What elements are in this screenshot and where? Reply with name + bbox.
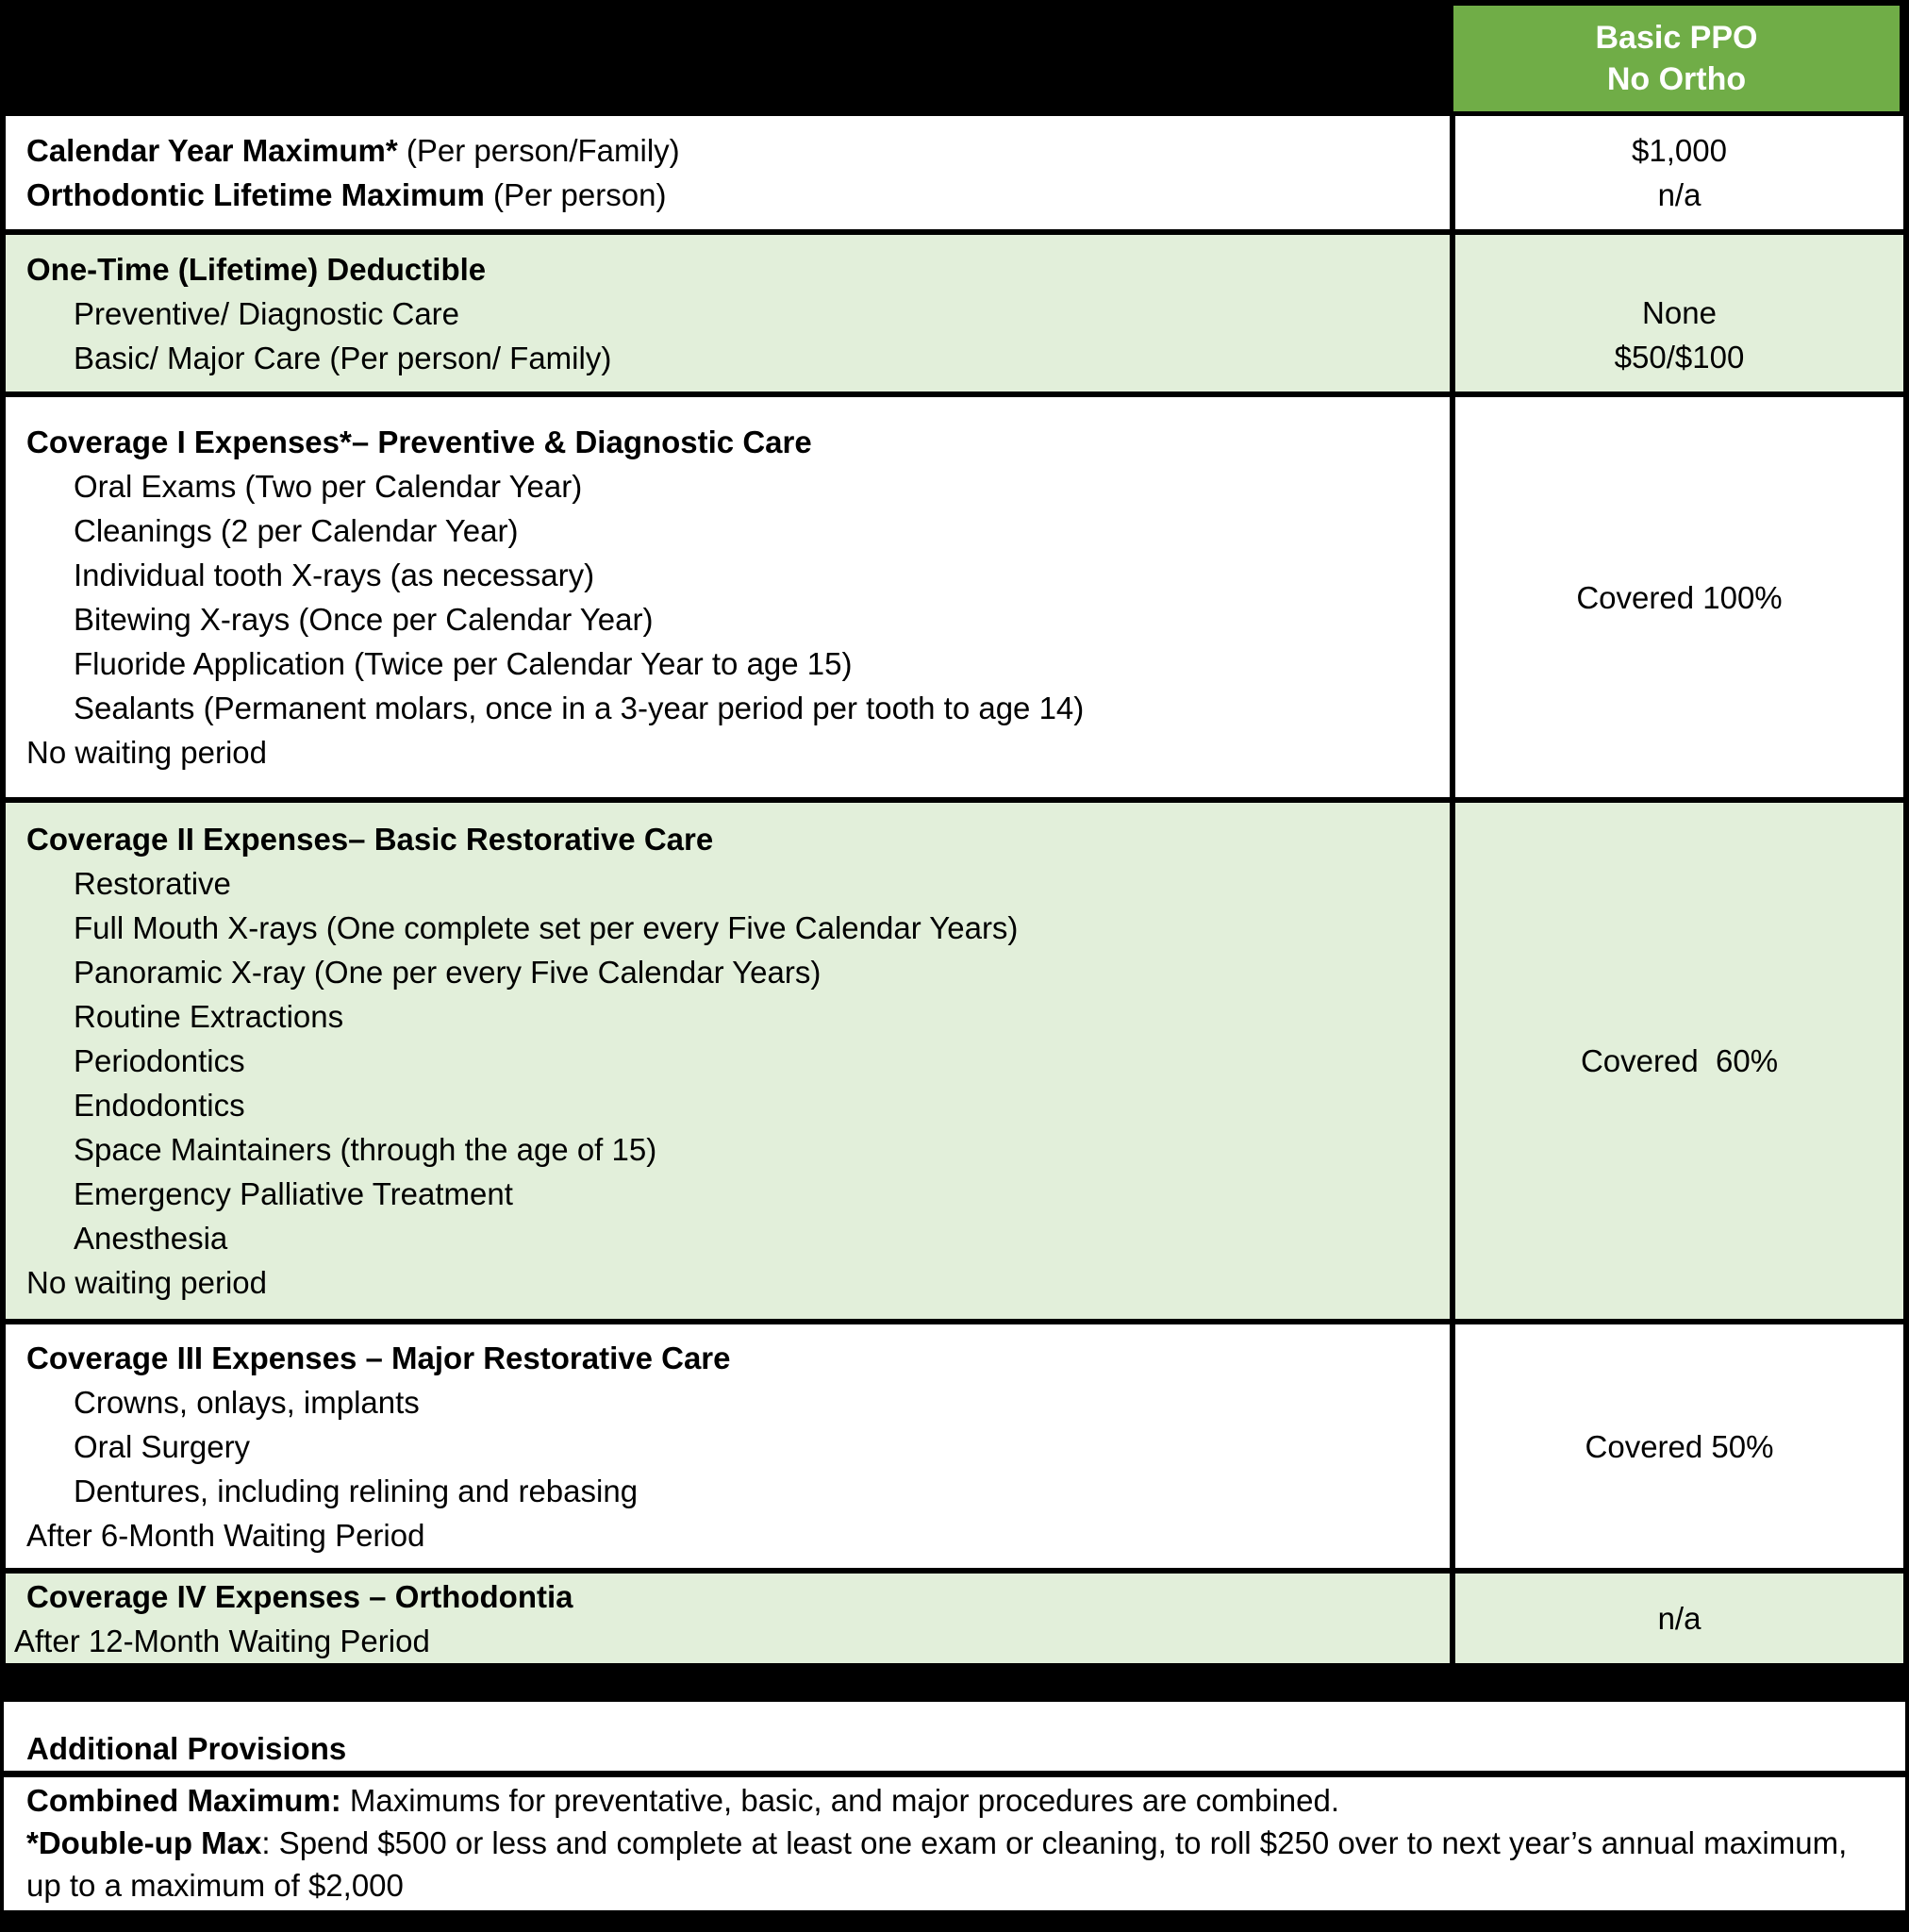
provision-text: : Spend $500 or less and complete at least one exam or cleaning, to roll $250 over to next year’s annual maximum, up to a maximum of $2,000 [26, 1825, 1848, 1903]
benefit-value: Covered 100% [1576, 579, 1783, 615]
benefit-line-text: Anesthesia [74, 1221, 228, 1256]
benefit-line-text: After 12-Month Waiting Period [14, 1623, 430, 1658]
benefit-line [6, 1424, 1450, 1469]
benefit-value-cell [1450, 397, 1909, 797]
benefit-value-cell [1450, 1574, 1909, 1663]
benefit-line [6, 1260, 1450, 1305]
benefit-line-bold: Coverage III Expenses – Major Restorative Care [26, 1340, 731, 1375]
separator-band [0, 1663, 1909, 1698]
benefit-description-cell [0, 1324, 1450, 1568]
benefit-line [6, 464, 1450, 508]
benefit-line-text: Oral Surgery [74, 1428, 251, 1464]
benefit-line-text: Bitewing X-rays (Once per Calendar Year) [74, 602, 654, 637]
benefit-line-text: Endodontics [74, 1088, 245, 1123]
table-row-coverage-4 [0, 1568, 1909, 1663]
benefit-line-bold: Orthodontic Lifetime Maximum [26, 177, 485, 212]
benefit-line-bold: Calendar Year Maximum* [26, 133, 398, 168]
benefit-value: n/a [1657, 1601, 1702, 1636]
benefit-value: None [1642, 295, 1717, 330]
benefit-line-text: (Per person) [484, 177, 667, 212]
benefit-line-text: Full Mouth X-rays (One complete set per every Five Calendar Years) [74, 910, 1019, 945]
benefit-line-text: No waiting period [26, 735, 267, 770]
benefit-line [6, 553, 1450, 597]
table-row-coverage-2 [0, 797, 1909, 1319]
benefit-line [6, 508, 1450, 553]
benefit-line [6, 994, 1450, 1039]
table-header-band [0, 0, 1909, 116]
benefit-description-cell [0, 235, 1450, 391]
benefit-line [6, 1039, 1450, 1083]
additional-provisions-title: Additional Provisions [4, 1702, 1905, 1777]
benefit-line [6, 861, 1450, 906]
benefit-line-text: Routine Extractions [74, 999, 344, 1034]
plan-name-line2: No Ortho [1606, 61, 1747, 97]
benefit-line-text: Crowns, onlays, implants [74, 1384, 420, 1420]
benefit-line [6, 1216, 1450, 1260]
benefit-line [6, 247, 1450, 291]
benefit-line-text: Dentures, including relining and rebasing [74, 1473, 639, 1508]
benefit-value: $1,000 [1632, 133, 1727, 168]
benefit-line-bold: One-Time (Lifetime) Deductible [26, 251, 487, 287]
benefit-line-text: Space Maintainers (through the age of 15) [74, 1132, 657, 1167]
benefit-line [6, 730, 1450, 774]
benefit-line [6, 336, 1450, 380]
benefits-table [0, 116, 1909, 1663]
benefit-line [6, 1469, 1450, 1513]
benefit-line [6, 950, 1450, 994]
benefit-line [6, 1127, 1450, 1172]
benefit-line [6, 128, 1450, 173]
benefit-line [6, 906, 1450, 950]
benefit-line-text: Oral Exams (Two per Calendar Year) [74, 469, 583, 504]
provision-item [26, 1822, 1886, 1907]
benefit-value: Covered 60% [1580, 1043, 1779, 1078]
benefit-line-bold: Coverage I Expenses*– Preventive & Diagnostic Care [26, 425, 812, 459]
benefit-line-text: (Per person/Family) [397, 133, 680, 168]
benefit-line-text: Preventive/ Diagnostic Care [74, 295, 460, 331]
benefit-value: $50/$100 [1614, 340, 1745, 375]
provisions-list [4, 1777, 1905, 1907]
bottom-black-bar [0, 1910, 1909, 1932]
plan-header-cell [1453, 6, 1900, 111]
benefit-line-text: Individual tooth X-rays (as necessary) [74, 558, 595, 592]
benefit-value-cell [1450, 803, 1909, 1319]
benefit-line-text: Emergency Palliative Treatment [74, 1176, 513, 1211]
benefit-value-cell [1450, 235, 1909, 391]
benefit-line [6, 817, 1450, 861]
benefit-line [6, 1083, 1450, 1127]
benefit-value-cell [1450, 1324, 1909, 1568]
additional-provisions-box [0, 1698, 1909, 1910]
benefit-line [6, 1574, 1450, 1619]
benefit-line [6, 291, 1450, 336]
benefit-line [6, 1336, 1450, 1380]
benefit-line [6, 1513, 1450, 1557]
table-row-coverage-3 [0, 1319, 1909, 1568]
benefit-line-bold: Coverage II Expenses– Basic Restorative Care [26, 822, 714, 857]
benefit-line-text: Cleanings (2 per Calendar Year) [74, 513, 519, 548]
plan-name-line1: Basic PPO [1595, 20, 1758, 56]
benefit-line [6, 1172, 1450, 1216]
table-row-deductible [0, 229, 1909, 391]
benefit-line-bold: Coverage IV Expenses – Orthodontia [26, 1578, 573, 1614]
provision-item [26, 1779, 1886, 1822]
benefit-line [6, 173, 1450, 217]
provision-label: *Double-up Max [26, 1825, 262, 1860]
table-row-maximums [0, 116, 1909, 229]
benefit-value: Covered 50% [1585, 1428, 1774, 1464]
benefit-line [6, 597, 1450, 641]
benefit-description-cell [0, 116, 1450, 229]
benefit-line [6, 641, 1450, 686]
benefit-line [6, 1380, 1450, 1424]
benefit-line [6, 1619, 1450, 1663]
benefit-line-text: Periodontics [74, 1043, 245, 1078]
provision-text: Maximums for preventative, basic, and major procedures are combined. [340, 1783, 1340, 1818]
benefit-line-text: Restorative [74, 866, 231, 901]
benefit-line-text: Basic/ Major Care (Per person/ Family) [74, 340, 612, 375]
provision-label: Combined Maximum: [26, 1783, 341, 1818]
benefit-description-cell [0, 803, 1450, 1319]
benefit-value: n/a [1657, 177, 1702, 212]
benefit-value-cell [1450, 116, 1909, 229]
benefit-line [6, 420, 1450, 464]
benefit-line-text: Panoramic X-ray (One per every Five Calendar Years) [74, 955, 822, 990]
table-row-coverage-1 [0, 391, 1909, 797]
benefit-line-text: No waiting period [26, 1265, 267, 1300]
benefit-line-text: Sealants (Permanent molars, once in a 3-year period per tooth to age 14) [74, 691, 1085, 725]
benefit-line-text: After 6-Month Waiting Period [26, 1517, 425, 1553]
benefit-description-cell [0, 1574, 1450, 1663]
benefit-description-cell [0, 397, 1450, 797]
benefit-line [6, 686, 1450, 730]
benefit-line-text: Fluoride Application (Twice per Calendar Year to age 15) [74, 646, 853, 681]
